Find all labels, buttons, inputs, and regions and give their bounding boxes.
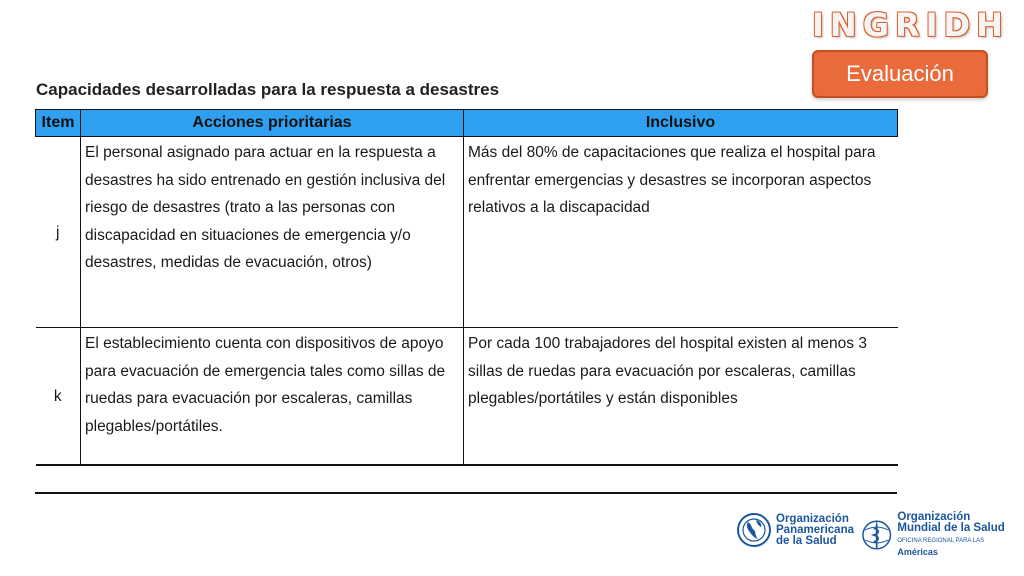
row-accion-text: El establecimiento cuenta con dispositivos de apoyo para evacuación de emergencia tales como sillas de ruedas para evacuación por escaleras, camillas plegables/portátiles. — [81, 328, 464, 466]
globe-icon — [736, 512, 772, 548]
bottom-divider — [35, 492, 897, 494]
row-inclusivo-text: Por cada 100 trabajadores del hospital existen al menos 3 sillas de ruedas para evacuación por escaleras, camillas plegables/portátiles y están disponibles — [464, 328, 898, 466]
row-item-label: j — [36, 137, 81, 328]
oms-name-line: Organización — [897, 511, 971, 523]
ops-name-line: Panamericana — [776, 523, 854, 536]
table-row — [36, 328, 898, 466]
ops-name-line: de la Salud — [776, 534, 837, 547]
oms-name-line: Mundial de la Salud — [897, 522, 1005, 534]
row-accion-text: El personal asignado para actuar en la respuesta a desastres ha sido entrenado en gestión inclusiva del riesgo de desastres (trato a las personas con discapacidad en situaciones de emergencia y/o desastres, medidas de evacuación, otros) — [81, 137, 464, 328]
row-item-label: k — [36, 328, 81, 466]
oms-regional-label: OFICINA REGIONAL PARA LAS — [897, 538, 985, 544]
table-row — [36, 137, 898, 328]
column-header-item: Item — [36, 110, 81, 137]
ops-name-line: Organización — [776, 512, 849, 525]
column-header-inclusivo: Inclusivo — [464, 110, 898, 137]
who-emblem-icon — [860, 518, 893, 554]
ingridh-logo: INGRIDH — [812, 6, 1009, 44]
evaluacion-badge: Evaluación — [812, 50, 988, 98]
table-header-row — [36, 110, 898, 137]
oms-logo — [860, 512, 1024, 560]
column-header-acciones: Acciones prioritarias — [81, 110, 464, 137]
oms-region: Américas — [897, 547, 938, 557]
capacities-table — [35, 109, 898, 466]
ops-logo — [736, 512, 854, 548]
row-inclusivo-text: Más del 80% de capacitaciones que realiza el hospital para enfrentar emergencias y desastres se incorporan aspectos relativos a la discapacidad — [464, 137, 898, 328]
table-title: Capacidades desarrolladas para la respuesta a desastres — [36, 80, 500, 99]
